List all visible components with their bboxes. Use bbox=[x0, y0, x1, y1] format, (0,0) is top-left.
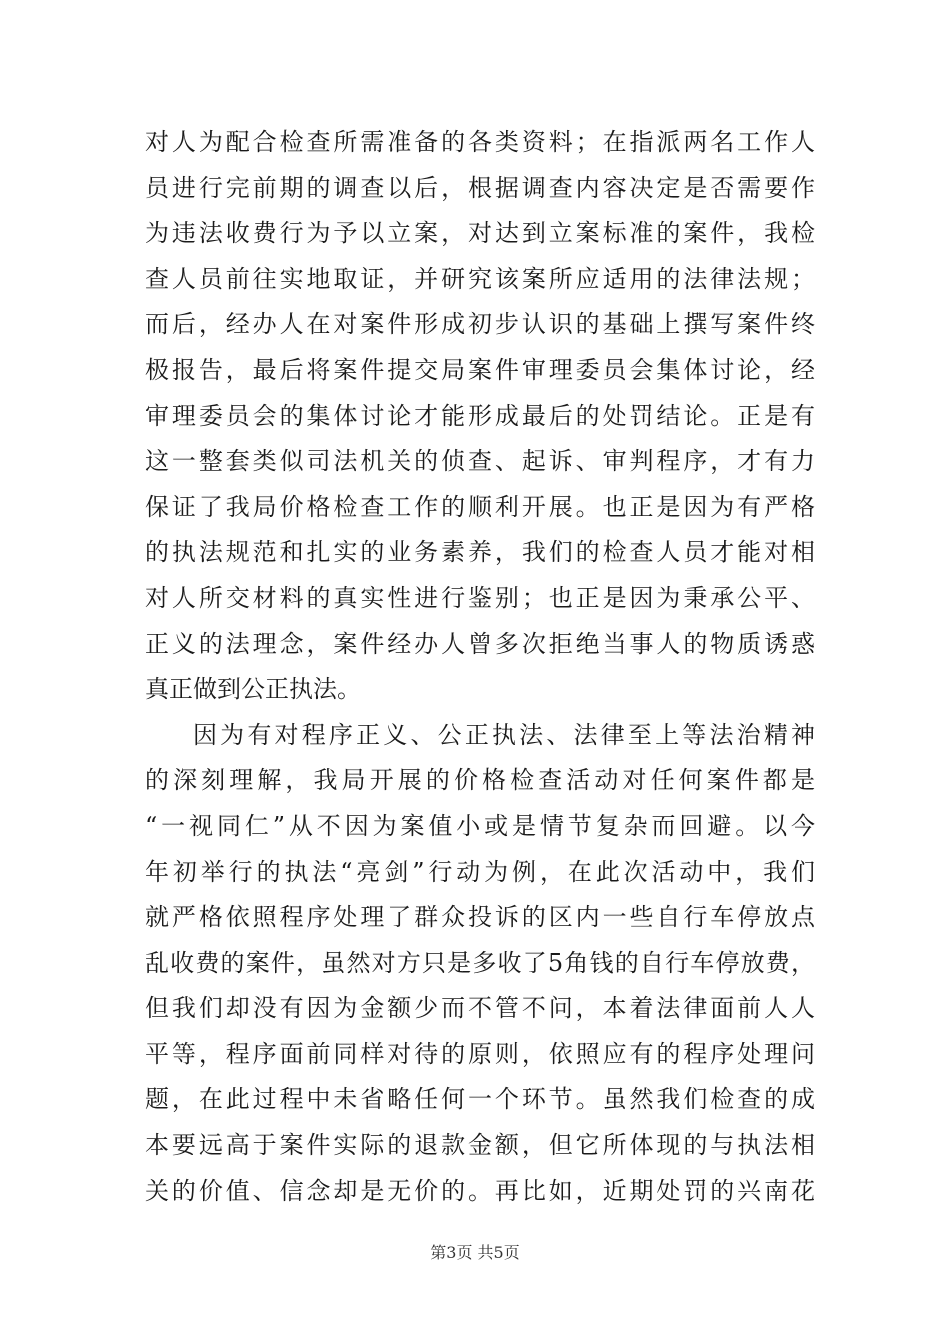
text-line: 乱收费的案件，虽然对方只是多收了5角钱的自行车停放费， bbox=[145, 948, 815, 977]
text-line: 审理委员会的集体讨论才能形成最后的处罚结论。正是有 bbox=[145, 401, 815, 430]
text-line: 的深刻理解，我局开展的价格检查活动对任何案件都是 bbox=[145, 766, 815, 795]
text-line: 关的价值、信念却是无价的。再比如，近期处罚的兴南花 bbox=[145, 1176, 815, 1205]
text-line: 对人为配合检查所需准备的各类资料；在指派两名工作人 bbox=[145, 128, 815, 156]
text-line: 为违法收费行为予以立案，对达到立案标准的案件，我检 bbox=[145, 219, 815, 248]
text-line: 本要远高于案件实际的退款金额，但它所体现的与执法相 bbox=[145, 1131, 815, 1160]
paragraph-end-line: 真正做到公正执法。 bbox=[145, 675, 361, 704]
body-text bbox=[145, 120, 815, 1214]
text-line: 正义的法理念，案件经办人曾多次拒绝当事人的物质诱惑 bbox=[145, 629, 815, 658]
text-line: 查人员前往实地取证，并研究该案所应适用的法律法规； bbox=[145, 264, 815, 293]
text-line: 对人所交材料的真实性进行鉴别；也正是因为秉承公平、 bbox=[145, 583, 815, 612]
text-line: 但我们却没有因为金额少而不管不问，本着法律面前人人 bbox=[145, 994, 815, 1023]
text-line: 题，在此过程中未省略任何一个环节。虽然我们检查的成 bbox=[145, 1085, 815, 1114]
text-line: 这一整套类似司法机关的侦查、起诉、审判程序，才有力 bbox=[145, 447, 815, 476]
text-line: 年初举行的执法“亮剑”行动为例，在此次活动中，我们 bbox=[145, 857, 815, 886]
text-line: 保证了我局价格检查工作的顺利开展。也正是因为有严格 bbox=[145, 492, 815, 521]
text-line: 就严格依照程序处理了群众投诉的区内一些自行车停放点 bbox=[145, 903, 815, 932]
paragraph-start-line: 因为有对程序正义、公正执法、法律至上等法治精神 bbox=[193, 720, 815, 749]
text-line: “一视同仁”从不因为案值小或是情节复杂而回避。以今 bbox=[145, 811, 815, 840]
text-line: 极报告，最后将案件提交局案件审理委员会集体讨论，经 bbox=[145, 355, 815, 384]
page-number-footer: 第3页 共5页 bbox=[430, 1243, 520, 1262]
text-line: 平等，程序面前同样对待的原则，依照应有的程序处理问 bbox=[145, 1039, 815, 1068]
text-line: 员进行完前期的调查以后，根据调查内容决定是否需要作 bbox=[145, 173, 815, 202]
text-line: 而后，经办人在对案件形成初步认识的基础上撰写案件终 bbox=[145, 310, 815, 339]
text-line: 的执法规范和扎实的业务素养，我们的检查人员才能对相 bbox=[145, 538, 815, 567]
